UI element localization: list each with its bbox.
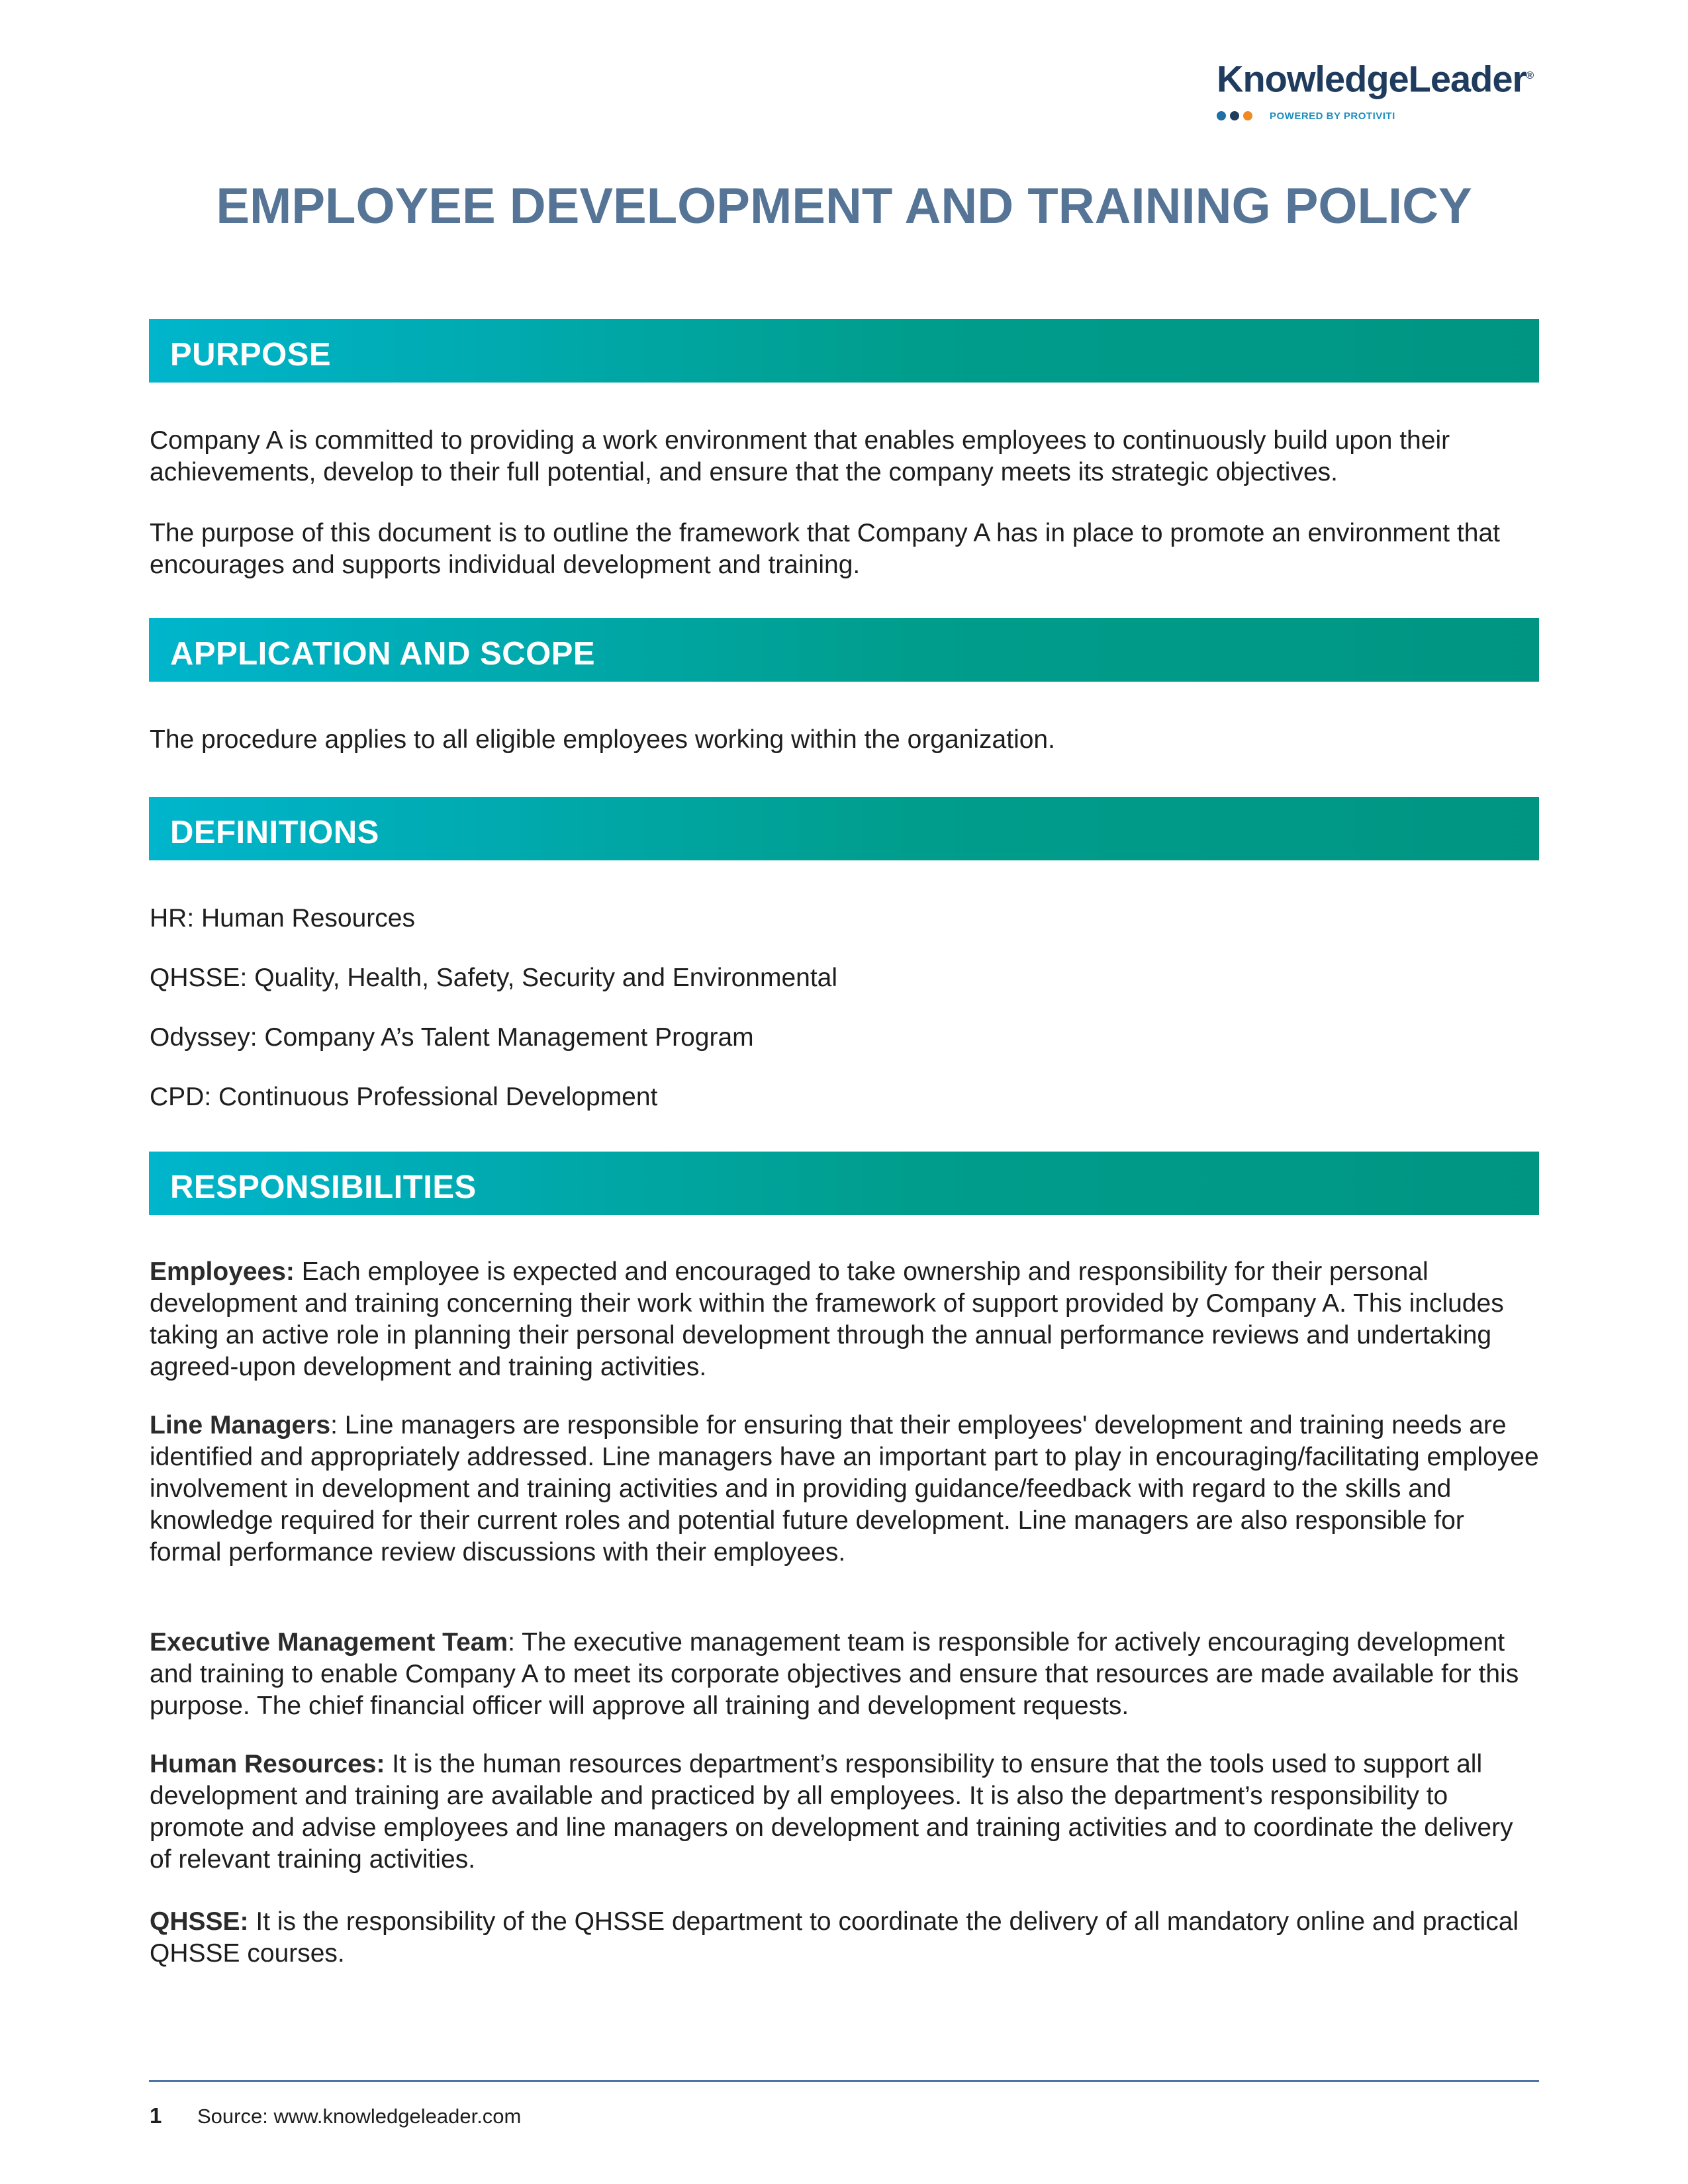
responsibility-term: Executive Management Team [150,1628,508,1657]
responsibility-qhsse [150,1906,1540,1970]
definition-item: QHSSE: Quality, Health, Safety, Security and Environmental [150,964,838,992]
purpose-paragraph-1: Company A is committed to providing a work environment that enables employees to continuously build upon their achievements, develop to their full potential, and ensure that the company meets its strategic objectives. [150,426,1450,486]
powered-by-text: POWERED BY PROTIVITI [1270,110,1395,122]
definition-item: CPD: Continuous Professional Development [150,1083,658,1111]
registered-mark: ® [1526,70,1534,81]
responsibility-term: Employees: [150,1257,295,1286]
responsibility-text: : Line managers are responsible for ensuring that their employees' development and training needs are identified and appropriately addressed. Line managers have an important part to play in encouraging/facilitating employee involvement in development and training activities and in providing guidance/feedback with regard to the skills and knowledge required for their current roles and potential future development. Line managers are also responsible for formal performance review discussions with their employees. [150,1411,1539,1567]
section-heading-responsibilities: RESPONSIBILITIES [170,1169,477,1205]
footer-divider [149,2080,1539,2082]
section-heading-definitions: DEFINITIONS [170,815,379,850]
responsibility-text: : The executive management team is responsible for actively encouraging development and training to enable Company A to meet its corporate objectives and ensure that resources are made available for this purpose. The chief financial officer will approve all training and development requests. [150,1628,1519,1720]
section-bar-definitions [149,797,1539,860]
brand-dot-2 [1230,111,1239,120]
responsibility-human-resources [150,1749,1540,1876]
responsibility-term: Line Managers [150,1411,331,1439]
section-bar-purpose [149,319,1539,383]
section-bar-scope [149,618,1539,682]
section-heading-scope: APPLICATION AND SCOPE [170,636,596,672]
brand-name: KnowledgeLeader® [1217,58,1534,100]
responsibility-term: Human Resources: [150,1750,385,1778]
document-title: EMPLOYEE DEVELOPMENT AND TRAINING POLICY [216,178,1472,234]
responsibility-term: QHSSE: [150,1907,249,1936]
footer-source: Source: www.knowledgeleader.com [197,2105,522,2128]
responsibility-text: Each employee is expected and encouraged to take ownership and responsibility for their personal development and training concerning their work within the framework of support provided by Company A. This includes taking an active role in planning their personal development through the annual performance reviews and undertaking agreed-upon development and training activities. [150,1257,1504,1381]
brand-dot-1 [1217,111,1226,120]
responsibility-executive-team [150,1627,1540,1722]
definition-item: HR: Human Resources [150,904,415,933]
purpose-paragraph-2: The purpose of this document is to outline the framework that Company A has in place to promote an environment that encourages and supports individual development and training. [150,519,1500,579]
brand-logo [1217,53,1534,122]
brand-dot-3 [1243,111,1252,120]
definition-item: Odyssey: Company A’s Talent Management Program [150,1023,754,1052]
section-bar-responsibilities [149,1152,1539,1215]
scope-paragraph: The procedure applies to all eligible employees working within the organization. [150,725,1055,754]
responsibility-text: It is the human resources department’s responsibility to ensure that the tools used to support all development and training are available and practiced by all employees. It is also the department’s responsibility to promote and advise employees and line managers on development and training activities and to coordinate the delivery of relevant training activities. [150,1750,1513,1874]
responsibility-text: It is the responsibility of the QHSSE department to coordinate the delivery of all mandatory online and practical QHSSE courses. [150,1907,1519,1968]
responsibility-line-managers [150,1410,1540,1569]
section-heading-purpose: PURPOSE [170,337,332,373]
responsibility-employees [150,1256,1540,1383]
page-number: 1 [150,2103,162,2128]
brand-tagline [1217,111,1534,122]
